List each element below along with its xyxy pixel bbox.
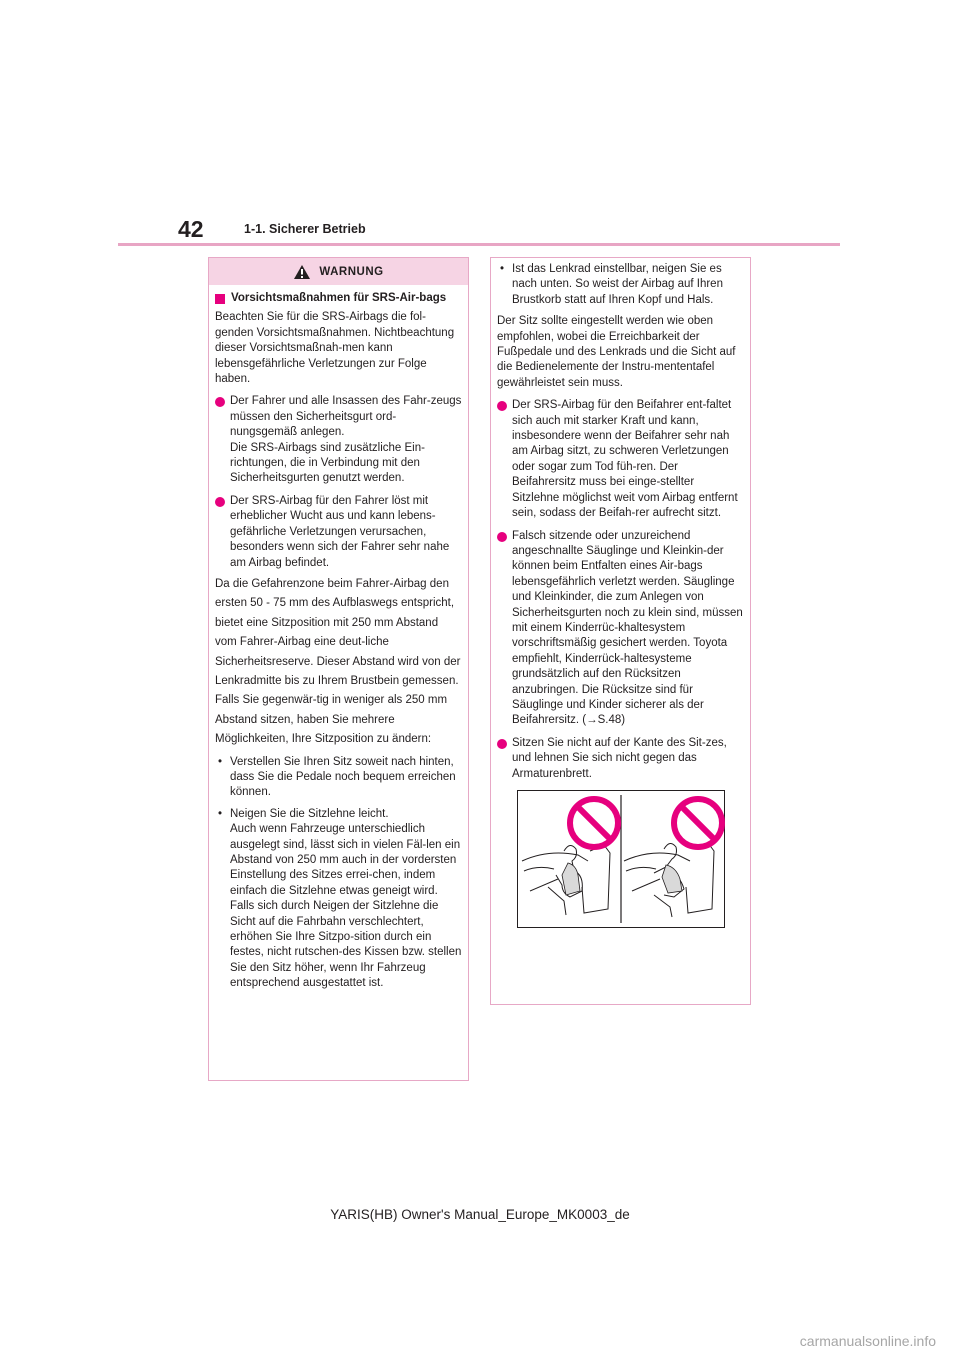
sub-list-item [497, 262, 744, 308]
sub-bullet-text: Neigen Sie die Sitzlehne leicht. Auch wenn Fahrzeuge unterschiedlich ausgelegt sind, lässt sich in vielen Fäl-len ein Abstand von 250 mm auch in der vordersten Einstellung des Sitzes errei-chen, indem einfach die Sitzlehne etwas geneigt wird. Falls sich durch Neigen der Sitzlehne die Sicht auf die Fahrbahn verschlechtert, erhöhen Sie Ihre Sitzpo-sition durch ein festes, nicht rutschen-des Kissen bzw. stellen Sie den Sitz höher, wenn Ihr Fahrzeug entsprechend ausgestattet ist. [230, 807, 462, 990]
sub-bullet-text: Verstellen Sie Ihren Sitz soweit nach hinten, dass Sie die Pedale noch bequem erreichen können. [230, 755, 456, 799]
sub-list-item [215, 807, 462, 992]
list-item [497, 398, 744, 521]
seat-paragraph: Der Sitz sollte eingestellt werden wie oben empfohlen, wobei die Erreichbarkeit der Fußpedale und des Lenkrads und die Sicht auf die Bedienelemente der Instru-mententafel gewährleistet sein muss. [497, 315, 736, 389]
prohibited-seating-illustration [517, 790, 725, 928]
round-bullet-icon [215, 397, 225, 407]
warning-triangle-icon [293, 264, 311, 280]
warning-intro: Beachten Sie für die SRS-Airbags die fol-genden Vorsichtsmaßnahmen. Nichtbeachtung dieser Vorsichtsmaßnah-men kann lebensgefährliche Verletzungen zur Folge haben. [215, 311, 455, 386]
prohibition-icon [566, 795, 622, 851]
watermark: carmanualsonline.info [799, 1333, 936, 1349]
round-bullet-icon [497, 401, 507, 411]
warning-heading-text: Vorsichtsmaßnahmen für SRS-Air-bags [231, 292, 447, 304]
warning-box-right [490, 257, 751, 1005]
list-item [497, 736, 744, 782]
section-title: 1-1. Sicherer Betrieb [244, 222, 366, 236]
warning-content-left [209, 285, 468, 992]
warning-heading [215, 291, 462, 306]
round-bullet-icon [497, 739, 507, 749]
warning-content-right [491, 258, 750, 928]
round-bullet-icon [215, 497, 225, 507]
bullet-text: Der SRS-Airbag für den Beifahrer ent-faltet sich auch mit starker Kraft und kann, insbesondere wenn der Beifahrer sehr nah am Airbag sitzt, zu schweren Verletzungen oder sogar zum Tod füh-ren. Der Beifahrersitz muss bei einge-stellter Sitzlehne möglichst weit vom Airbag entfernt sein, sodass der Beifah-rer aufrecht sitzt. [512, 399, 738, 520]
list-item [215, 394, 462, 486]
warning-header [209, 258, 468, 285]
prohibition-icon [670, 795, 726, 851]
sub-list-item [215, 755, 462, 801]
list-item [497, 529, 744, 729]
list-item [215, 494, 462, 571]
bullet-text: Falsch sitzende oder unzureichend angeschnallte Säuglinge und Kleinkin-der können beim Entfalten eines Air-bags lebensgefährlich verletzt werden. Säuglinge und Kleinkinder, die zum Anlegen von Sicherheitsgurten noch zu klein sind, müssen mit einem Kinderrüc-khaltesystem vorschriftsmäßig gesichert werden. Toyota empfiehlt, Kinderrück-haltesysteme grundsätzlich auf den Rücksitzen anzubringen. Die Rücksitze sind für Säuglinge und Kinder sicherer als der Beifahrersitz. (→S.48) [512, 529, 743, 727]
manual-footer: YARIS(HB) Owner's Manual_Europe_MK0003_de [330, 1207, 630, 1222]
bullet-text: Sitzen Sie nicht auf der Kante des Sit-zes, und lehnen Sie sich nicht gegen das Armaturenbrett. [512, 736, 727, 780]
warning-box-left [208, 257, 469, 1081]
page-number: 42 [178, 216, 204, 242]
sub-bullet-marker: • [218, 755, 223, 768]
bullet-text: Der SRS-Airbag für den Fahrer löst mit erheblicher Wucht aus und kann lebens-gefährliche Verletzungen verursachen, besonders wenn sich der Fahrer sehr nahe am Airbag befindet. [230, 494, 450, 569]
bullet-text: Der Fahrer und alle Insassen des Fahr-zeugs müssen den Sicherheitsgurt ord-nungsgemäß anlegen. Die SRS-Airbags sind zusätzliche Ein-richtungen, die in Verbindung mit den Sicherheitsgurten genutzt werden. [230, 395, 462, 485]
distance-paragraph: Da die Gefahrenzone beim Fahrer-Airbag den ersten 50 - 75 mm des Aufblaswegs entspricht, bietet eine Sitzposition mit 250 mm Abstand vom Fahrer-Airbag eine deut-liche Sicherheitsreserve. Dieser Abstand wird von der Lenkradmitte bis zu Ihrem Brustbein gemessen. Falls Sie gegenwär-tig in weniger als 250 mm Abstand sitzen, haben Sie mehrere Möglichkeiten, Ihre Sitzposition zu ändern: [215, 577, 461, 746]
sub-bullet-marker: • [218, 807, 223, 820]
sub-bullet-text: Ist das Lenkrad einstellbar, neigen Sie es nach unten. So weist der Airbag auf Ihren Brustkorb statt auf Ihren Kopf und Hals. [512, 263, 723, 306]
sub-bullet-marker: • [500, 263, 505, 275]
round-bullet-icon [497, 532, 507, 542]
square-bullet-icon [215, 294, 225, 304]
warning-label: WARNUNG [319, 265, 384, 278]
header-rule [118, 243, 840, 246]
